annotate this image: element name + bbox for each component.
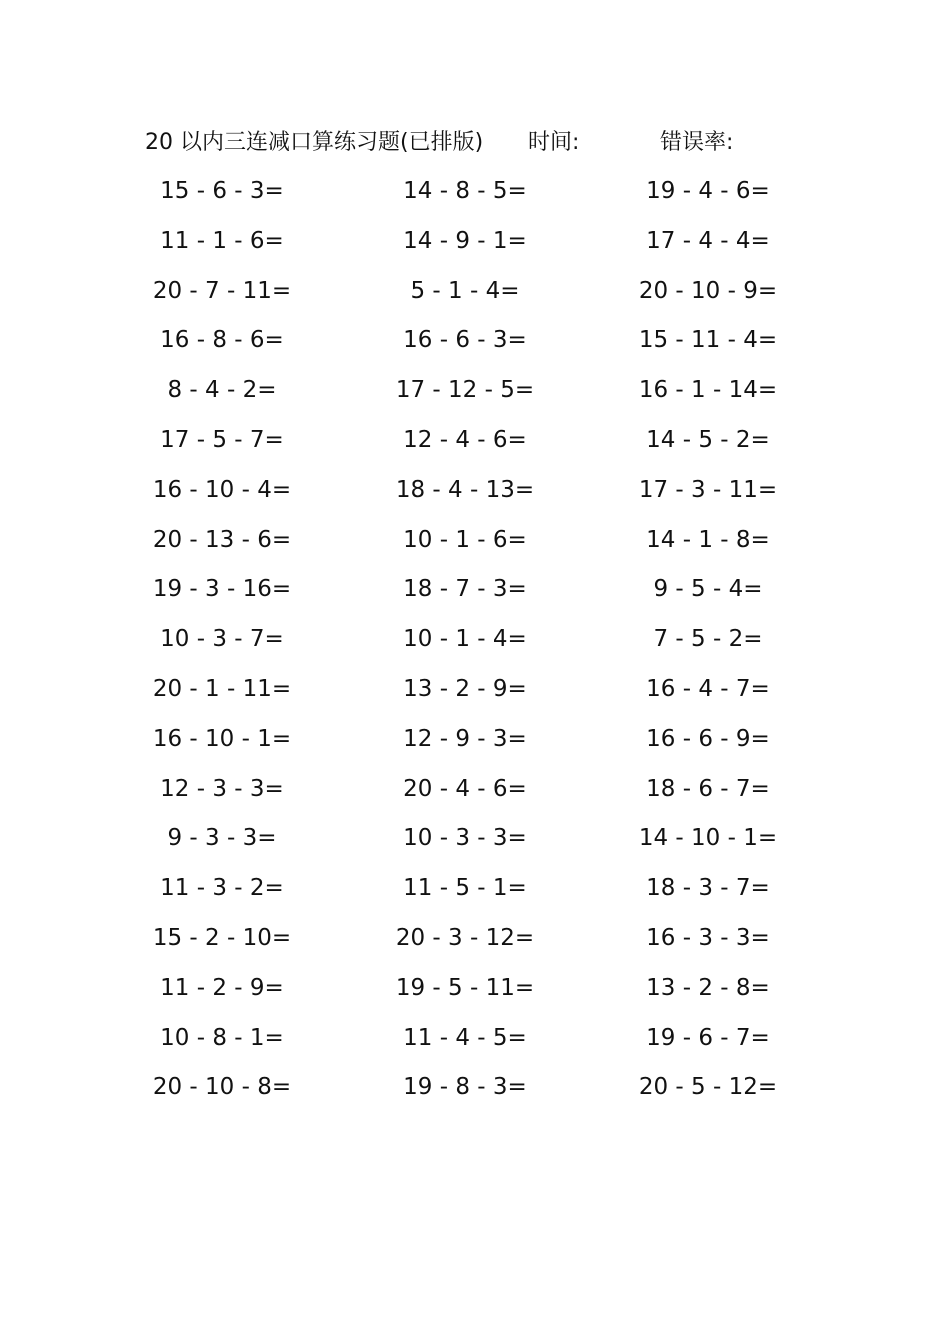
problem-item: 15 - 11 - 4= — [638, 327, 778, 354]
problem-item: 11 - 4 - 5= — [403, 1024, 527, 1051]
problem-row — [0, 222, 950, 272]
problem-item: 16 - 10 - 1= — [152, 725, 292, 752]
problem-item: 19 - 6 - 7= — [646, 1024, 770, 1051]
problem-row — [0, 670, 950, 720]
problem-item: 9 - 5 - 4= — [653, 576, 763, 603]
problem-item: 11 - 5 - 1= — [403, 875, 527, 902]
problem-item: 18 - 4 - 13= — [395, 476, 535, 503]
problem-row — [0, 521, 950, 571]
problem-item: 10 - 8 - 1= — [160, 1024, 284, 1051]
problem-item: 20 - 7 - 11= — [152, 277, 292, 304]
time-label: 时间: — [528, 130, 580, 155]
problem-item: 19 - 5 - 11= — [395, 974, 535, 1001]
problem-item: 17 - 3 - 11= — [638, 476, 778, 503]
problem-item: 17 - 4 - 4= — [646, 227, 770, 254]
problem-item: 16 - 10 - 4= — [152, 476, 292, 503]
worksheet-title: 20 以内三连减口算练习题(已排版) — [145, 130, 484, 155]
problem-row — [0, 720, 950, 770]
problem-item: 14 - 1 - 8= — [646, 526, 770, 553]
problem-item: 5 - 1 - 4= — [410, 277, 520, 304]
problem-row — [0, 869, 950, 919]
problem-row — [0, 471, 950, 521]
problem-item: 10 - 1 - 4= — [403, 626, 527, 653]
problem-item: 10 - 3 - 7= — [160, 626, 284, 653]
problem-item: 17 - 12 - 5= — [395, 377, 535, 404]
problem-row — [0, 1019, 950, 1069]
problem-item: 14 - 9 - 1= — [403, 227, 527, 254]
problem-row — [0, 620, 950, 670]
problem-item: 16 - 4 - 7= — [646, 675, 770, 702]
problem-item: 20 - 10 - 8= — [152, 1074, 292, 1101]
problem-item: 20 - 5 - 12= — [638, 1074, 778, 1101]
problem-item: 10 - 1 - 6= — [403, 526, 527, 553]
problem-item: 11 - 3 - 2= — [160, 875, 284, 902]
problem-item: 18 - 6 - 7= — [646, 775, 770, 802]
problem-item: 11 - 1 - 6= — [160, 227, 284, 254]
problem-item: 14 - 5 - 2= — [646, 426, 770, 453]
problem-row — [0, 819, 950, 869]
problem-grid — [0, 172, 950, 1118]
problem-item: 14 - 10 - 1= — [638, 825, 778, 852]
problem-item: 12 - 3 - 3= — [160, 775, 284, 802]
problem-item: 14 - 8 - 5= — [403, 178, 527, 204]
problem-item: 16 - 6 - 9= — [646, 725, 770, 752]
problem-item: 11 - 2 - 9= — [160, 974, 284, 1001]
problem-item: 19 - 4 - 6= — [646, 178, 770, 204]
problem-item: 19 - 3 - 16= — [152, 576, 292, 603]
problem-item: 12 - 9 - 3= — [403, 725, 527, 752]
problem-item: 16 - 3 - 3= — [646, 924, 770, 951]
problem-row — [0, 371, 950, 421]
problem-item: 17 - 5 - 7= — [160, 426, 284, 453]
problem-item: 8 - 4 - 2= — [167, 377, 277, 404]
problem-item: 10 - 3 - 3= — [403, 825, 527, 852]
problem-item: 12 - 4 - 6= — [403, 426, 527, 453]
problem-row — [0, 321, 950, 371]
problem-item: 20 - 3 - 12= — [395, 924, 535, 951]
error-rate-label: 错误率: — [660, 130, 734, 155]
problem-item: 9 - 3 - 3= — [167, 825, 277, 852]
problem-row — [0, 421, 950, 471]
problem-row — [0, 919, 950, 969]
problem-item: 16 - 1 - 14= — [638, 377, 778, 404]
problem-item: 7 - 5 - 2= — [653, 626, 763, 653]
problem-item: 16 - 8 - 6= — [160, 327, 284, 354]
worksheet-header — [0, 126, 950, 160]
problem-row — [0, 969, 950, 1019]
problem-row — [0, 172, 950, 222]
problem-item: 15 - 2 - 10= — [152, 924, 292, 951]
problem-item: 15 - 6 - 3= — [160, 178, 284, 204]
problem-row — [0, 1068, 950, 1118]
problem-item: 16 - 6 - 3= — [403, 327, 527, 354]
problem-item: 13 - 2 - 8= — [646, 974, 770, 1001]
problem-item: 19 - 8 - 3= — [403, 1074, 527, 1101]
problem-item: 18 - 7 - 3= — [403, 576, 527, 603]
problem-item: 20 - 1 - 11= — [152, 675, 292, 702]
problem-item: 20 - 4 - 6= — [403, 775, 527, 802]
problem-item: 20 - 10 - 9= — [638, 277, 778, 304]
problem-item: 18 - 3 - 7= — [646, 875, 770, 902]
problem-item: 20 - 13 - 6= — [152, 526, 292, 553]
problem-item: 13 - 2 - 9= — [403, 675, 527, 702]
problem-row — [0, 272, 950, 322]
problem-row — [0, 570, 950, 620]
problem-row — [0, 770, 950, 820]
